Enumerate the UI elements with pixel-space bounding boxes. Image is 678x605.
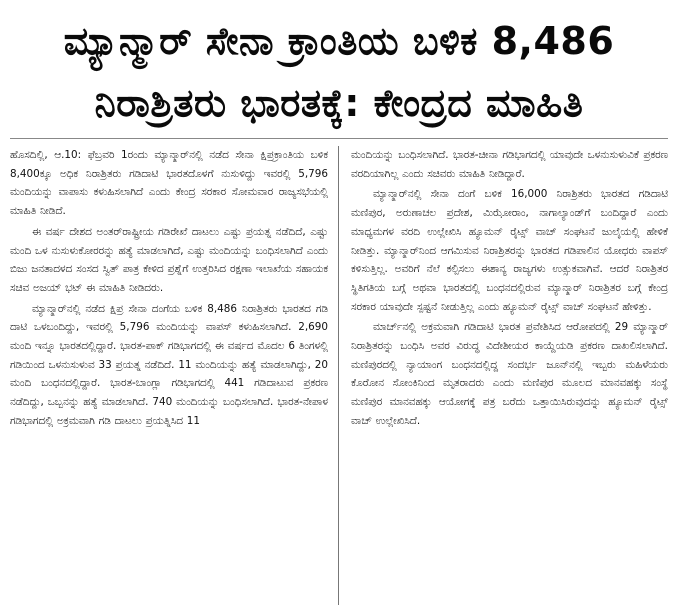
paragraph: ಈ ವರ್ಷ ದೇಶದ ಅಂತರ್‌ರಾಷ್ಟ್ರೀಯ ಗಡಿರೇಖೆ ದಾಟಲು ಎಷ್ಟು ಪ್ರಯತ್ನ ನಡೆದಿದೆ, ಎಷ್ಟು ಮಂದಿ ಒಳ ನುಸುಳುಕೋರರನ್ನು ಹತ್ಯೆ ಮಾಡಲಾಗಿದೆ, ಎಷ್ಟು ಮಂದಿಯನ್ನು ಬಂಧಿಸಲಾಗಿದೆ ಎಂದು ಬಿಜು ಜನತಾದಳದ ಸಂಸದ ಸ್ವಿತ್ ಪಾತ್ರ ಕೇಳಿದ ಪ್ರಶ್ನೆಗೆ ಉತ್ತರಿಸಿದ ರಕ್ಷಣಾ ಇಲಾಖೆಯ ಸಹಾಯಕ ಸಚಿವ ಅಜಯ್ ಭಟ್ ಈ ಮಾಹಿತಿ ನೀಡಿದರು. <box>10 225 328 294</box>
paragraph: ಹೊಸದಿಲ್ಲಿ, ಆ.10: ಫೆಬ್ರವರಿ 1ರಂದು ಮ್ಯಾನ್ಮಾರ್‌ನಲ್ಲಿ ನಡೆದ ಸೇನಾ ಕ್ಷಿಪ್ರಕ್ರಾಂತಿಯ ಬಳಿಕ 8,400ಕ್ಕೂ ಅಧಿಕ ನಿರಾಶ್ರಿತರು ಗಡಿದಾಟಿ ಭಾರತದೊಳಗೆ ನುಸುಳಿದ್ದು ಇವರಲ್ಲಿ 5,796 ಮಂದಿಯನ್ನು ವಾಪಾಸು ಕಳುಹಿಸಲಾಗಿದೆ ಎಂದು ಕೇಂದ್ರ ಸರಕಾರ ಸೋಮವಾರ ರಾಜ್ಯಸಭೆಯಲ್ಲಿ ಮಾಹಿತಿ ನೀಡಿದೆ. <box>10 149 328 218</box>
right-column <box>339 146 668 605</box>
headline-line-2: ನಿರಾಶ್ರಿತರು ಭಾರತಕ್ಕೆ: ಕೇಂದ್ರದ ಮಾಹಿತಿ <box>94 81 584 125</box>
headline-line-1: ಮ್ಯಾನ್ಮಾರ್ ಸೇನಾ ಕ್ರಾಂತಿಯ ಬಳಿಕ 8,486 <box>63 19 615 63</box>
headline-divider <box>10 138 668 139</box>
article-headline <box>10 0 668 134</box>
article-body <box>10 146 668 605</box>
paragraph: ಮಾರ್ಚ್‌ನಲ್ಲಿ ಅಕ್ರಮವಾಗಿ ಗಡಿದಾಟಿ ಭಾರತ ಪ್ರವೇಶಿಸಿದ ಆರೋಪದಲ್ಲಿ 29 ಮ್ಯಾನ್ಮಾರ್ ನಿರಾಶ್ರಿತರನ್ನು ಬಂಧಿಸಿ ಅವರ ವಿರುದ್ಧ ವಿದೇಶೀಯರ ಕಾಯ್ದೆಯಡಿ ಪ್ರಕರಣ ದಾಖಲಿಸಲಾಗಿದೆ. ಮಣಿಪುರದಲ್ಲಿ ನ್ಯಾಯಾಂಗ ಬಂಧನದಲ್ಲಿದ್ದ ಸಂದರ್ಭ ಜೂನ್‌ನಲ್ಲಿ ಇಬ್ಬರು ಮಹಿಳೆಯರು ಕೊರೋನ ಸೋಂಕಿನಿಂದ ಮೃತರಾದರು ಎಂದು ಮಣಿಪುರ ಮೂಲದ ಮಾನವಹಕ್ಕು ಸಂಸ್ಥೆ ಮಣಿಪುರ ಮಾನವಹಕ್ಕು ಆಯೋಗಕ್ಕೆ ಪತ್ರ ಬರೆದು ಒತ್ತಾಯಿಸಿರುವುದನ್ನು ಹ್ಯೂಮನ್ ರೈಟ್ಸ್ ವಾಚ್ ಉಲ್ಲೇಖಿಸಿದೆ. <box>351 321 668 427</box>
paragraph: ಮ್ಯಾನ್ಮಾರ್‌ನಲ್ಲಿ ಸೇನಾ ದಂಗೆ ಬಳಿಕ 16,000 ನಿರಾಶ್ರಿತರು ಭಾರತದ ಗಡಿದಾಟಿ ಮಣಿಪುರ, ಅರುಣಾಚಲ ಪ್ರದೇಶ, ಮಿಝೋರಾಂ, ನಾಗಾಲ್ಯಾಂಡ್‌ಗೆ ಬಂದಿದ್ದಾರೆ ಎಂದು ಮಾಧ್ಯಮಗಳ ವರದಿ ಉಲ್ಲೇಖಿಸಿ ಹ್ಯೂಮನ್ ರೈಟ್ಸ್ ವಾಚ್ ಸಂಘಟನೆ ಜುಲೈಯಲ್ಲಿ ಹೇಳಿಕೆ ನೀಡಿತ್ತು. ಮ್ಯಾನ್ಮಾರ್‌ನಿಂದ ಆಗಮಿಸುವ ನಿರಾಶ್ರಿತರನ್ನು ಭಾರತದ ಗಡಿಪಾಲಿನ ಯೋಧರು ವಾಪಸ್ ಕಳಿಸುತ್ತಿಲ್ಲ. ಅವರಿಗೆ ನೆಲೆ ಕಲ್ಪಿಸಲು ಈಶಾನ್ಯ ರಾಜ್ಯಗಳು ಉತ್ಸುಕವಾಗಿವೆ. ಆದರೆ ನಿರಾಶ್ರಿತರ ಸ್ಥಿತಿಗತಿಯ ಬಗ್ಗೆ ಅಥವಾ ಭಾರತದಲ್ಲಿ ಬಂಧನದಲ್ಲಿರುವ ಮ್ಯಾನ್ಮಾರ್ ನಿರಾಶ್ರಿತರ ಬಗ್ಗೆ ಕೇಂದ್ರ ಸರಕಾರ ಯಾವುದೇ ಸ್ಪಷ್ಟನೆ ನೀಡುತ್ತಿಲ್ಲ ಎಂದು ಹ್ಯೂಮನ್ ರೈಟ್ಸ್ ವಾಚ್ ಸಂಘಟನೆ ಹೇಳಿತ್ತು. <box>351 188 668 313</box>
left-column <box>10 146 339 605</box>
paragraph: ಮ್ಯಾನ್ಮಾರ್‌ನಲ್ಲಿ ನಡೆದ ಕ್ಷಿಪ್ರ ಸೇನಾ ದಂಗೆಯ ಬಳಿಕ 8,486 ನಿರಾಶ್ರಿತರು ಭಾರತದ ಗಡಿ ದಾಟಿ ಒಳಬಂದಿದ್ದು, ಇವರಲ್ಲಿ 5,796 ಮಂದಿಯನ್ನು ವಾಪಸ್ ಕಳುಹಿಸಲಾಗಿದೆ. 2,690 ಮಂದಿ ಇನ್ನೂ ಭಾರತದಲ್ಲಿದ್ದಾರೆ. ಭಾರತ-ಪಾಕ್ ಗಡಿಭಾಗದಲ್ಲಿ ಈ ವರ್ಷದ ಮೊದಲ 6 ತಿಂಗಳಲ್ಲಿ ಗಡಿಯಿಂದ ಒಳನುಸುಳುವ 33 ಪ್ರಯತ್ನ ನಡೆದಿದೆ. 11 ಮಂದಿಯನ್ನು ಹತ್ಯೆ ಮಾಡಲಾಗಿದ್ದು, 20 ಮಂದಿ ಬಂಧನದಲ್ಲಿದ್ದಾರೆ. ಭಾರತ-ಬಾಂಗ್ಲಾ ಗಡಿಭಾಗದಲ್ಲಿ 441 ಗಡಿದಾಟುವ ಪ್ರಕರಣ ನಡೆದಿದ್ದು, ಒಬ್ಬನನ್ನು ಹತ್ಯೆ ಮಾಡಲಾಗಿದೆ. 740 ಮಂದಿಯನ್ನು ಬಂಧಿಸಲಾಗಿದೆ. ಭಾರತ-ನೇಪಾಳ ಗಡಿಭಾಗದಲ್ಲಿ ಅಕ್ರಮವಾಗಿ ಗಡಿ ದಾಟಲು ಪ್ರಯತ್ನಿಸಿದ 11 <box>10 302 328 427</box>
paragraph: ಮಂದಿಯನ್ನು ಬಂಧಿಸಲಾಗಿದೆ. ಭಾರತ-ಚೀನಾ ಗಡಿಭಾಗದಲ್ಲಿ ಯಾವುದೇ ಒಳನುಸುಳುವಿಕೆ ಪ್ರಕರಣ ವರದಿಯಾಗಿಲ್ಲ ಎಂದು ಸಚಿವರು ಮಾಹಿತಿ ನೀಡಿದ್ದಾರೆ. <box>351 149 668 180</box>
